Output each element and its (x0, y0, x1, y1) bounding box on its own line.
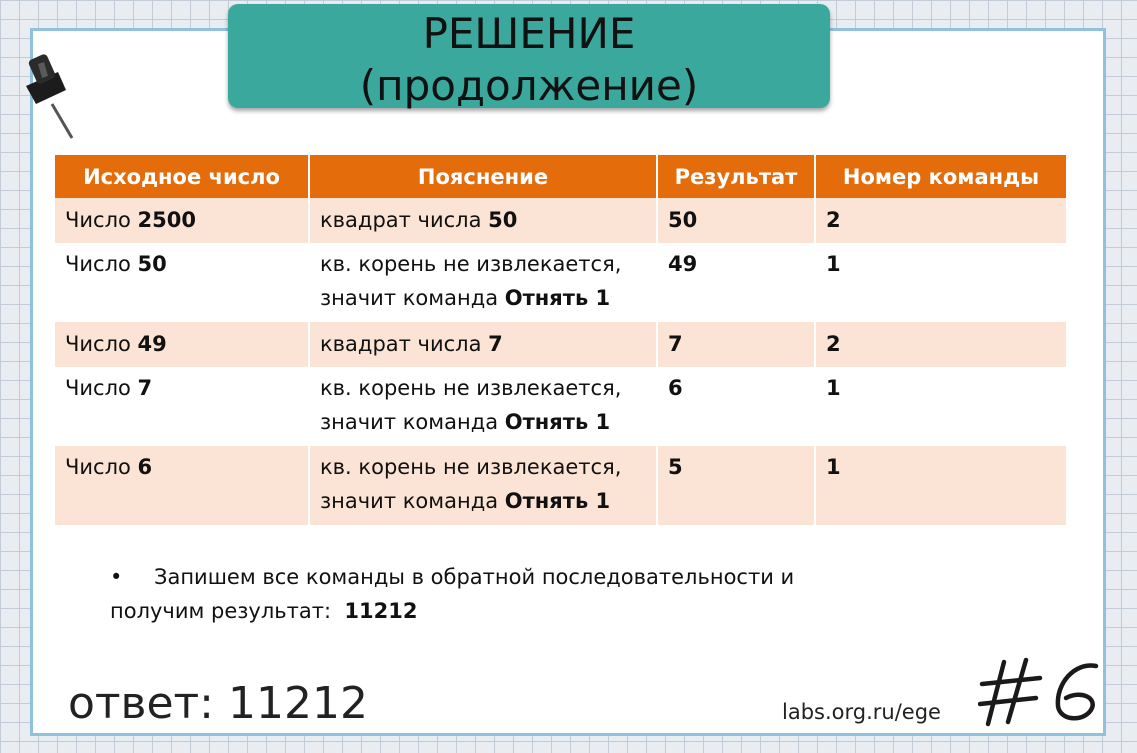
pushpin-icon (14, 52, 78, 144)
solution-table (55, 155, 1066, 525)
cell-result: 50 (657, 198, 815, 243)
cell-source: Число 6 (55, 446, 309, 525)
note-line-2: получим результат: (110, 599, 345, 623)
cell-source: Число 7 (55, 367, 309, 446)
cell-explanation: квадрат числа 50 (309, 198, 657, 243)
cell-source: Число 2500 (55, 198, 309, 243)
table-row (55, 322, 1066, 367)
conclusion-note (110, 560, 890, 628)
cell-command: 2 (815, 322, 1066, 367)
cell-source: Число 50 (55, 243, 309, 322)
cell-result: 49 (657, 243, 815, 322)
cell-result: 5 (657, 446, 815, 525)
table-row (55, 367, 1066, 446)
title-line-2: (продолжение) (359, 61, 699, 110)
bullet-dot: • (110, 565, 123, 589)
cell-result: 7 (657, 322, 815, 367)
cell-explanation: кв. корень не извлекается, значит команда Отнять 1 (309, 367, 657, 446)
title-line-1: РЕШЕНИЕ (422, 9, 636, 58)
table-row (55, 446, 1066, 525)
header-explanation: Пояснение (309, 155, 657, 198)
header-result: Результат (657, 155, 815, 198)
cell-command: 1 (815, 367, 1066, 446)
title-banner (228, 4, 830, 108)
answer-text: ответ: 11212 (68, 678, 368, 729)
cell-explanation: кв. корень не извлекается, значит команда Отнять 1 (309, 446, 657, 525)
cell-command: 2 (815, 198, 1066, 243)
cell-command: 1 (815, 446, 1066, 525)
cell-explanation: квадрат числа 7 (309, 322, 657, 367)
note-line-1: Запишем все команды в обратной последовательности и (154, 565, 795, 589)
table-row (55, 243, 1066, 322)
header-command-number: Номер команды (815, 155, 1066, 198)
cell-source: Число 49 (55, 322, 309, 367)
site-url: labs.org.ru/ege (782, 700, 941, 724)
table-header-row (55, 155, 1066, 198)
cell-result: 6 (657, 367, 815, 446)
cell-explanation: кв. корень не извлекается, значит команда Отнять 1 (309, 243, 657, 322)
header-source-number: Исходное число (55, 155, 309, 198)
cell-command: 1 (815, 243, 1066, 322)
note-result-value: 11212 (344, 599, 418, 623)
handwritten-number-mark (978, 656, 1108, 728)
table-row (55, 198, 1066, 243)
